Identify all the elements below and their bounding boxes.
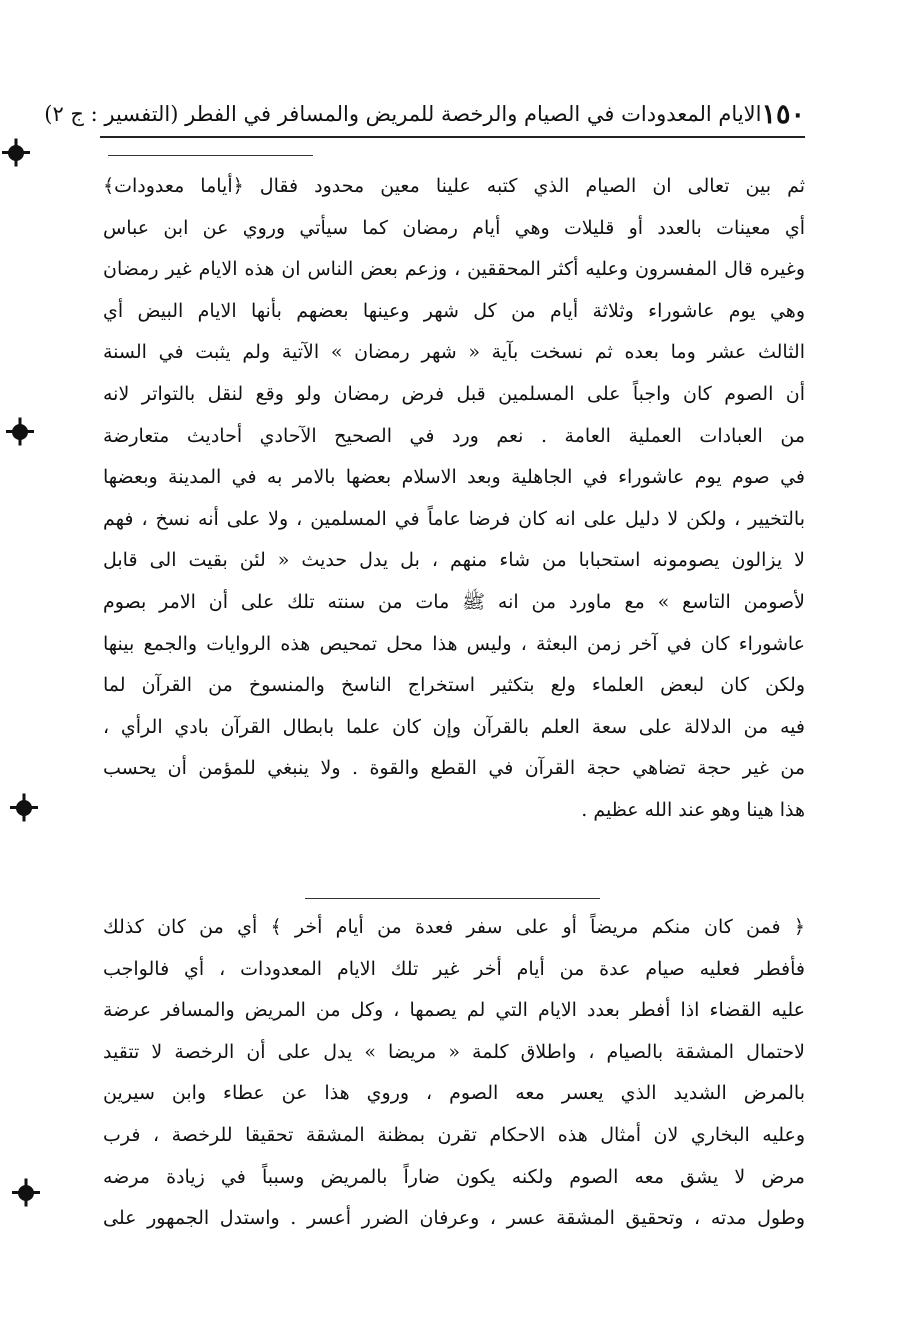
page-number: ١٥٠ [761, 98, 805, 130]
text-line: الثالث عشر وما بعده ثم نسخت بآية « شهر رمضان » الآتية ولم يثبت في السنة [103, 341, 805, 364]
text-line: لأصومن التاسع » مع ماورد من انه ﷺ مات من سنته تلك على أن الامر بصوم [103, 590, 805, 613]
page-header [44, 92, 805, 138]
binding-hole-mark-icon [16, 800, 32, 816]
text-line: عليه القضاء اذا أفطر بعدد الايام التي لم يصمها ، وكل من المريض والمسافر عرضة [103, 999, 805, 1022]
text-line: بالمرض الشديد الذي يعسر معه الصوم ، وروي هذا عن عطاء وابن سيرين [103, 1082, 805, 1105]
paragraph-1 [103, 166, 805, 832]
text-line: في صوم يوم عاشوراء في الجاهلية وبعد الاسلام بعضها بالامر به في المدينة وبعضها [103, 466, 805, 489]
paragraph-2 [103, 907, 805, 1240]
binding-hole-mark-icon [12, 424, 28, 440]
text-line: ﴿ فمن كان منكم مريضاً أو على سفر فعدة من أيام أخر ﴾ أي من كان كذلك [103, 916, 805, 938]
text-line: من العبادات العملية العامة . نعم ورد في الصحيح الآحادي أحاديث متعارضة [103, 424, 805, 447]
top-divider [108, 155, 313, 156]
text-line: لاحتمال المشقة بالصيام ، واطلاق كلمة « مريضا » يدل على أن الرخصة لا تتقيد [103, 1040, 805, 1063]
text-line: وهي يوم عاشوراء وثلاثة أيام من كل شهر وعينها بعضهم بأنها الايام البيض أي [103, 299, 805, 322]
text-line: من غير حجة تضاهي حجة القرآن في القطع والقوة . ولا ينبغي للمؤمن أن يحسب [103, 757, 805, 780]
paragraph-section-1 [103, 166, 805, 832]
binding-hole-mark-icon [18, 1185, 34, 1201]
paragraph-section-2 [103, 907, 805, 1240]
running-title: الايام المعدودات في الصيام والرخصة للمريض والمسافر في الفطر (التفسير : ج ٢) [44, 102, 762, 126]
text-line: أي معينات بالعدد أو قليلات وهي أيام رمضان كما سيأتي وروي عن ابن عباس [103, 216, 805, 239]
text-line: ولكن كان لبعض العلماء ولع بتكثير استخراج الناسخ والمنسوخ من القرآن لما [103, 674, 805, 697]
text-line: عاشوراء كان في آخر زمن البعثة ، وليس هذا محل تمحيص هذه الروايات والجمع بينها [103, 632, 805, 655]
text-line: لا يزالون يصومونه استحبابا من شاء منهم ، بل يدل حديث « لئن بقيت الى قابل [103, 549, 805, 572]
text-line: أن الصوم كان واجباً على المسلمين قبل فرض رمضان ولو وقع لنقل بالتواتر لانه [103, 382, 805, 405]
text-line: فأفطر فعليه صيام عدة من أيام أخر غير تلك الايام المعدودات ، أي فالواجب [103, 957, 805, 980]
text-line: ثم بين تعالى ان الصيام الذي كتبه علينا معين محدود فقال ﴿أياما معدودات﴾ [103, 175, 805, 197]
section-divider [305, 898, 600, 899]
text-line: وطول مدته ، وتحقيق المشقة عسر ، وعرفان الضرر أعسر . واستدل الجمهور على [103, 1207, 805, 1230]
text-line: هذا هينا وهو عند الله عظيم . [581, 798, 805, 821]
text-line: وغيره قال المفسرون وعليه أكثر المحققين ، وزعم بعض الناس ان هذه الايام غير رمضان [103, 258, 805, 281]
binding-hole-mark-icon [8, 145, 24, 161]
text-line: وعليه البخاري لان أمثال هذه الاحكام تقرن بمظنة المشقة تحقيقا للرخصة ، فرب [103, 1123, 805, 1146]
text-line: بالتخيير ، ولكن لا دليل على انه كان فرضا عاماً في المسلمين ، ولا على أنه نسخ ، فهم [103, 507, 805, 530]
text-line: مرض لا يشق معه الصوم ولكنه يكون ضاراً بالمريض وسبباً في زيادة مرضه [103, 1165, 805, 1188]
text-line: فيه من الدلالة على سعة العلم بالقرآن وإن كان علما بابطال القرآن بادي الرأي ، [103, 715, 805, 738]
